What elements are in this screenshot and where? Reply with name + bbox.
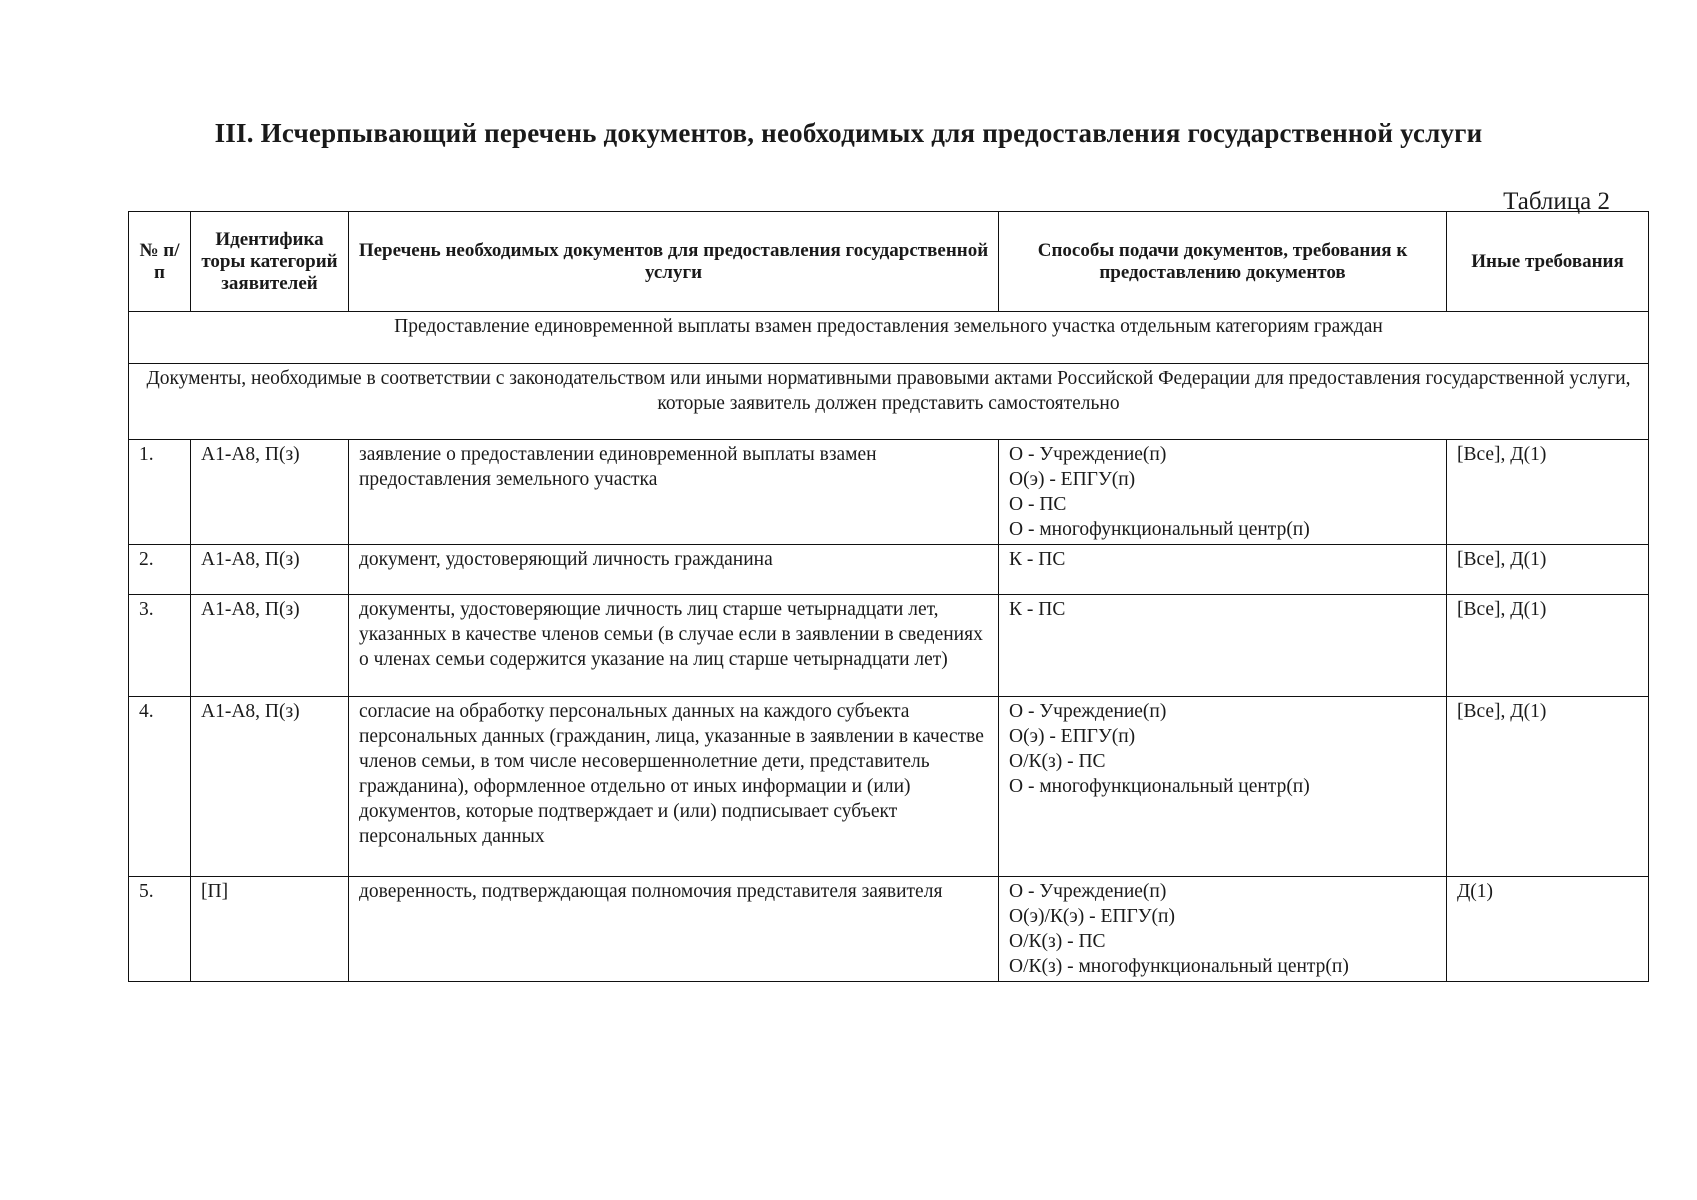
row-document: доверенность, подтверждающая полномочия представителя заявителя (349, 877, 999, 982)
subsection-row (129, 364, 1649, 440)
method-line: О(э) - ЕПГУ(п) (1009, 726, 1136, 747)
row-number: 4. (129, 697, 191, 877)
row-applicant-ids: А1-А8, П(з) (191, 545, 349, 595)
column-header-applicant-ids: Идентифика торы категорий заявителей (191, 212, 349, 312)
row-document: согласие на обработку персональных данных на каждого субъекта персональных данных (гражданин, лица, указанные в заявлении в качестве членов семьи, в том числе несовершеннолетние дети, представитель гражданина), оформленное отдельно от иных информации и (или) документов, которые подтверждает и (или) подписывает субъект персональных данных (349, 697, 999, 877)
row-document: документ, удостоверяющий личность гражданина (349, 545, 999, 595)
row-applicant-ids: А1-А8, П(з) (191, 595, 349, 697)
row-applicant-ids: А1-А8, П(з) (191, 440, 349, 545)
documents-table (128, 211, 1649, 982)
table-label: Таблица 2 (1503, 188, 1610, 215)
method-line: К - ПС (1009, 549, 1066, 570)
row-number: 1. (129, 440, 191, 545)
table-row (129, 545, 1649, 595)
method-line: О - ПС (1009, 494, 1067, 515)
row-document: документы, удостоверяющие личность лиц старше четырнадцати лет, указанных в качестве членов семьи (в случае если в заявлении в сведениях о членах семьи содержится указание на лиц старше четырнадцати лет) (349, 595, 999, 697)
page-title: III. Исчерпывающий перечень документов, необходимых для предоставления государственной услуги (214, 118, 1483, 148)
row-number: 3. (129, 595, 191, 697)
row-methods (999, 440, 1447, 545)
column-header-submission-methods: Способы подачи документов, требования к предоставлению документов (999, 212, 1447, 312)
table-row (129, 440, 1649, 545)
method-line: О - многофункциональный центр(п) (1009, 776, 1310, 797)
row-document: заявление о предоставлении единовременной выплаты взамен предоставления земельного участка (349, 440, 999, 545)
method-line: О/К(з) - ПС (1009, 751, 1106, 772)
method-line: О - Учреждение(п) (1009, 444, 1167, 465)
method-line: О/К(з) - ПС (1009, 931, 1106, 952)
row-number: 2. (129, 545, 191, 595)
method-line: О(э) - ЕПГУ(п) (1009, 469, 1136, 490)
row-other-requirements: [Все], Д(1) (1447, 697, 1649, 877)
method-line: О/К(з) - многофункциональный центр(п) (1009, 956, 1349, 977)
row-other-requirements: [Все], Д(1) (1447, 595, 1649, 697)
method-line: О - многофункциональный центр(п) (1009, 519, 1310, 540)
row-methods (999, 877, 1447, 982)
table-row (129, 595, 1649, 697)
row-methods (999, 697, 1447, 877)
section-title: Предоставление единовременной выплаты взамен предоставления земельного участка отдельным категориям граждан (129, 312, 1649, 364)
column-header-documents: Перечень необходимых документов для предоставления государственной услуги (349, 212, 999, 312)
row-applicant-ids: [П] (191, 877, 349, 982)
column-header-other-requirements: Иные требования (1447, 212, 1649, 312)
row-other-requirements: [Все], Д(1) (1447, 545, 1649, 595)
subsection-title: Документы, необходимые в соответствии с законодательством или иными нормативными правовыми актами Российской Федерации для предоставления государственной услуги, которые заявитель должен представить самостоятельно (129, 364, 1649, 440)
row-methods (999, 595, 1447, 697)
method-line: К - ПС (1009, 599, 1066, 620)
method-line: О - Учреждение(п) (1009, 701, 1167, 722)
table-row (129, 877, 1649, 982)
row-number: 5. (129, 877, 191, 982)
section-row (129, 312, 1649, 364)
row-other-requirements: [Все], Д(1) (1447, 440, 1649, 545)
table-row (129, 697, 1649, 877)
row-methods (999, 545, 1447, 595)
row-other-requirements: Д(1) (1447, 877, 1649, 982)
method-line: О - Учреждение(п) (1009, 881, 1167, 902)
column-header-number: № п/п (129, 212, 191, 312)
method-line: О(э)/К(э) - ЕПГУ(п) (1009, 906, 1175, 927)
table-header-row (129, 212, 1649, 312)
row-applicant-ids: А1-А8, П(з) (191, 697, 349, 877)
